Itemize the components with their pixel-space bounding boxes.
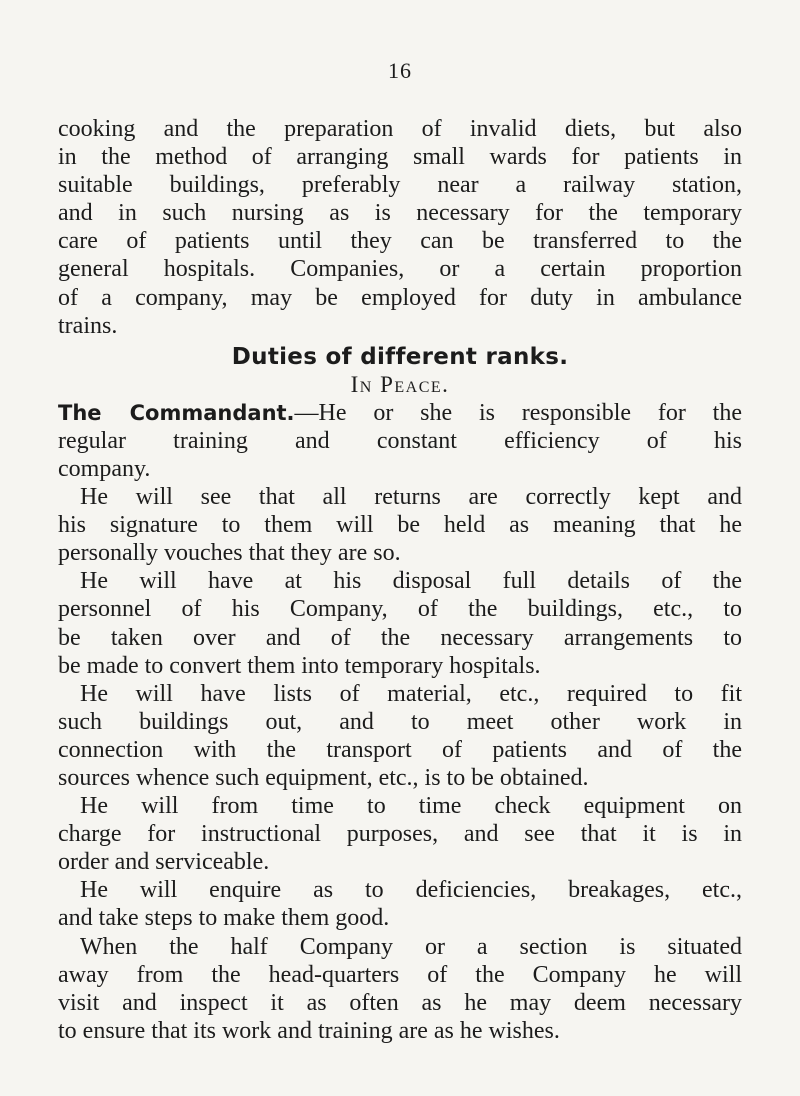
text-line: cooking and the preparation of invalid diets, but also [58,116,742,142]
text-line: He will enquire as to deficiencies, breakages, etc., [80,877,742,904]
paragraph-equipment [58,792,742,876]
text-line: suitable buildings, preferably near a railway station, [58,172,742,199]
text-line: charge for instructional purposes, and see that it is in [58,821,742,848]
section-subheading: In Peace. [350,371,450,397]
text-line: He will see that all returns are correctly kept and [80,484,742,511]
text-line [58,399,742,427]
text-line: company. [58,455,151,482]
text-line: personally vouches that they are so. [58,540,401,567]
page-number: 16 [388,58,412,83]
paragraph-material [58,680,742,792]
text-line: visit and inspect it as often as he may deem necessary [58,989,742,1016]
paragraph-returns [58,483,742,567]
commandant-label: The Commandant. [58,400,295,425]
text-line: be taken over and of the necessary arrangements to [58,624,742,651]
text-line: He will from time to time check equipment on [80,793,742,820]
section-heading: Duties of different ranks. [231,343,569,370]
commandant-line-rest: —He or she is responsible for the [294,399,743,426]
text-line: He will have at his disposal full details of the [80,568,742,595]
text-line: connection with the transport of patients and of the [58,736,742,763]
text-line: care of patients until they can be transferred to the [58,228,742,255]
text-line: general hospitals. Companies, or a certain proportion [58,256,742,283]
body-text [58,115,742,1045]
text-line: of a company, may be employed for duty in ambulance [58,284,742,311]
text-line: personnel of his Company, of the buildings, etc., to [58,596,742,623]
paragraph-deficiencies [58,876,742,932]
text-line: He will have lists of material, etc., required to fit [80,680,742,707]
text-line: away from the head-quarters of the Company he will [58,961,742,988]
text-line: and take steps to make them good. [58,905,390,932]
text-line: to ensure that its work and training are as he wishes. [58,1017,560,1044]
text-line: and in such nursing as is necessary for the temporary [58,200,742,227]
text-line: regular training and constant efficiency of his [58,427,742,454]
paragraph-personnel [58,567,742,679]
text-line: his signature to them will be held as meaning that he [58,512,742,539]
text-line: sources whence such equipment, etc., is to be obtained. [58,764,589,791]
text-line: When the half Company or a section is situated [80,933,742,960]
commandant-paragraph [58,399,742,483]
intro-paragraph [58,115,742,340]
text-line: order and serviceable. [58,849,270,876]
paragraph-section-visit [58,933,742,1045]
text-line: be made to convert them into temporary hospitals. [58,652,541,679]
text-line: in the method of arranging small wards for patients in [58,144,742,171]
text-line: such buildings out, and to meet other work in [58,708,742,735]
text-line: trains. [58,312,118,339]
